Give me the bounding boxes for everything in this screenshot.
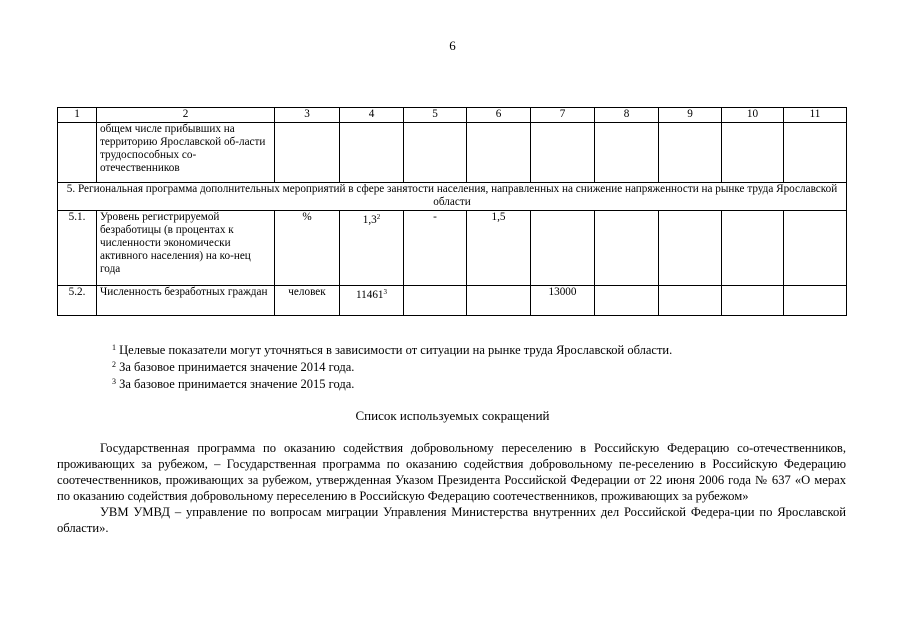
- paragraph: Государственная программа по оказанию содействия добровольному переселению в Российскую Федерацию со-отечественников, проживающих за рубежом, – Государственная программа по оказанию содействия добровольному пе-реселению в Российскую Федерацию соотечественников, проживающих за рубежом, утвержденная Указом Президента Российской Федерации от 22 июня 2006 года № 637 «О мерах по оказанию содействия добровольному переселению в Российскую Федерацию соотечественников, проживающих за рубежом»: [57, 441, 846, 503]
- column-header: 4: [340, 108, 404, 123]
- footnote-text: Целевые показатели могут уточняться в зависимости от ситуации на рынке труда Ярославской области.: [116, 343, 673, 357]
- abbreviations-body: [57, 440, 846, 536]
- column-header: 9: [659, 108, 722, 123]
- indicator-name: Численность безработных граждан: [97, 286, 275, 316]
- unit-cell: человек: [275, 286, 340, 316]
- column-header: 11: [784, 108, 847, 123]
- value-cell: 1,5: [467, 211, 531, 286]
- footnote-text: За базовое принимается значение 2014 года.: [116, 360, 355, 374]
- footnote-mark: 2: [112, 360, 116, 369]
- section-row: [58, 183, 847, 211]
- column-header: 8: [595, 108, 659, 123]
- footnote: [112, 374, 354, 392]
- value-cell: 13000: [531, 286, 595, 316]
- column-header: 6: [467, 108, 531, 123]
- value-text: 11461: [355, 289, 384, 301]
- indicator-name: Уровень регистрируемой безработицы (в процентах к численности экономически активного населения) на ко-нец года: [97, 211, 275, 286]
- table-row: [58, 286, 847, 316]
- paragraph: УВМ УМВД – управление по вопросам миграции Управления Министерства внутренних дел Российской Федера-ции по Ярославской области».: [57, 505, 846, 535]
- section-title: 5. Региональная программа дополнительных мероприятий в сфере занятости населения, направленных на снижение напряженности на рынке труда Ярославской области: [58, 183, 847, 211]
- indicator-name: общем числе прибывших на территорию Ярославской об-ласти трудоспособных со-отечественников: [97, 123, 275, 183]
- column-header: 7: [531, 108, 595, 123]
- footnote-mark: 1: [112, 343, 116, 352]
- table-row: [58, 123, 847, 183]
- indicators-table: [57, 107, 847, 316]
- row-number: 5.1.: [58, 211, 97, 286]
- footnote: [112, 357, 354, 375]
- page-number: 6: [449, 38, 456, 53]
- value-cell: -: [404, 211, 467, 286]
- footnote-text: За базовое принимается значение 2015 года.: [116, 377, 355, 391]
- abbreviations-title: Список используемых сокращений: [355, 408, 550, 423]
- row-number: 5.2.: [58, 286, 97, 316]
- column-header: 1: [58, 108, 97, 123]
- footnote: [112, 340, 672, 358]
- column-header: 10: [722, 108, 784, 123]
- footnote-ref: 2: [376, 213, 381, 221]
- footnote-ref: 3: [383, 288, 388, 296]
- column-header: 2: [97, 108, 275, 123]
- column-header: 3: [275, 108, 340, 123]
- value-text: 1,3: [362, 214, 377, 226]
- value-cell: [340, 286, 404, 316]
- footnote-mark: 3: [112, 377, 116, 386]
- column-header: 5: [404, 108, 467, 123]
- unit-cell: %: [275, 211, 340, 286]
- table-header-row: [58, 108, 847, 123]
- table-row: [58, 211, 847, 286]
- value-cell: [340, 211, 404, 286]
